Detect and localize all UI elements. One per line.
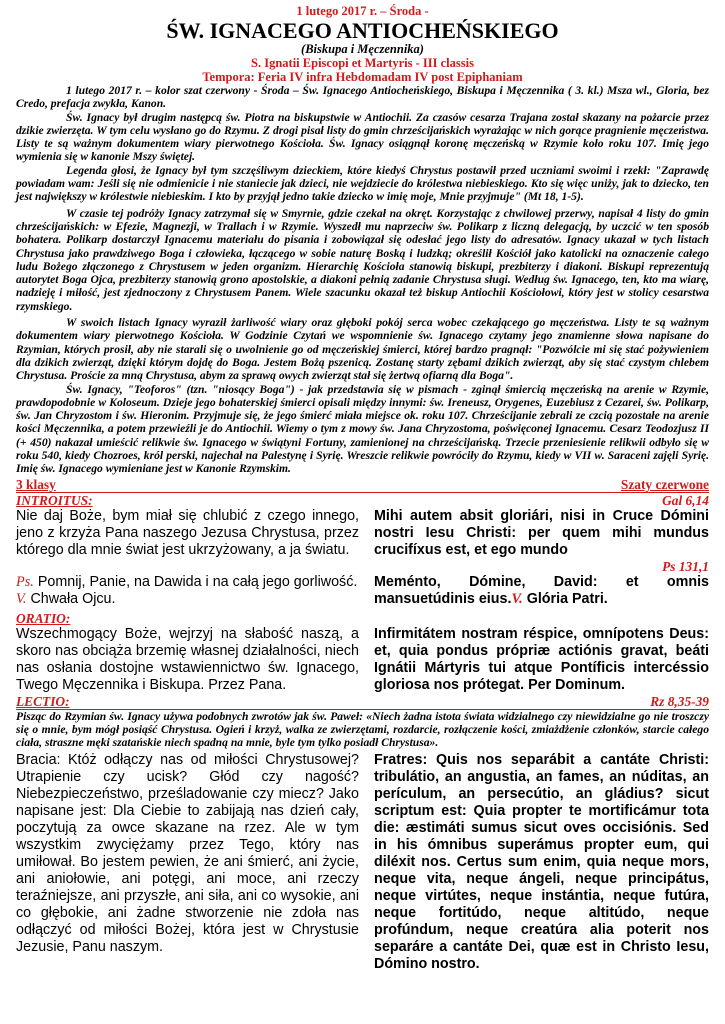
intro-paragraph: Legenda głosi, że Ignacy był tym szczęśliwym dzieckiem, które kiedyś Chrystus postawił przed uczniami swoimi i rzekł: "Zaprawdę powiadam wam: Jeśli się nie odmienicie i nie staniecie jak dzieci, nie wejdziecie do królestwa niebieskiego. Kto się więc uniży, jak to dziecko, ten jest największy w królestwie niebieskim. I kto by przyjął jedno takie dziecko w imię moje, Mnie przyjmuje" (Mt 18, 1-5). <box>16 163 709 204</box>
lectio-header <box>16 694 709 710</box>
oratio-label: ORATIO: <box>16 610 71 626</box>
date-heading: 1 lutego 2017 r. – Środa - <box>296 4 429 18</box>
psalm-ref: Ps 131,1 <box>662 558 709 574</box>
page-subtitle: (Biskupa i Męczennika) <box>301 42 424 56</box>
oratio-row <box>16 626 709 694</box>
introitus-row <box>16 508 709 559</box>
class-bar <box>16 477 709 493</box>
intro-paragraph: W czasie tej podróży Ignacy zatrzymał się w Smyrnie, gdzie czekał na okręt. Korzystając z chwilowej przerwy, napisał 4 listy do gmin chrześcijańskich: w Efezie, Magnezji, w Trallach i w Rzymie. Wyszedł mu naprzeciw św. Polikarp z liczną delegacją, by uczcić w ten sposób bohatera. Polikarp dostarczył Ignacemu materiału do pisania i zobowiązał się odesłać jego listy do adresatów. Ignacy ukazał w tych listach Chrystusa jako prawdziwego Boga i człowieka, łączącego w sobie naturę Boską i ludzką; określił Kościół jako katolicki na oznaczenie całego ludu Bożego złączonego z Chrystusem w jeden organizm. Hierarchię Kościoła stanowią biskupi, prezbiterzy i diakoni. Biskupi reprezentują autorytet Boga Ojca, prezbiterzy stanowią grono apostolskie, a diakoni pełnią zadanie Chrystusa sługi. Według św. Ignacego, ten, kto ma wiarę, nadzieję i miłość, jest zjednoczony z Chrystusem Panem. Wiele szacunku okazał też biskup Antiochii Kościołowi, który jest w stolicy cesarstwa rzymskiego. <box>16 206 709 313</box>
lectio-latin: Fratres: Quis nos separábit a cantáte Christi: tribulátio, an angustia, an fames, an núditas, an perículum, an persecútio, an gládius? sicut scriptum est: Quia propter te mortificámur tota die: æstimáti sumus sicut oves occisiónis. Sed in his ómnibus superámus propter eum, qui diléxit nos. Certus sum enim, quia neque mors, neque vita, neque ángeli, neque principátus, neque virtútes, neque instántia, neque futúra, neque fortitúdo, neque altitúdo, neque profúndum, neque creatúra alia poterit nos separáre a cantáte Dei, quæ est in Christo Iesu, Dómino nostro. <box>374 751 709 972</box>
intro-paragraph: 1 lutego 2017 r. – kolor szat czerwony - Środa – Św. Ignacego Antiocheńskiego, Biskupa i Męczennika ( 3. kl.) Msza wl., Gloria, bez Credo, prefacja zwykła, Kanon. <box>16 84 709 111</box>
psalm-mark: Ps. <box>16 573 34 590</box>
gloria-polish: Chwała Ojcu. <box>30 590 116 607</box>
oratio-latin: Infirmitátem nostram réspice, omnípotens Deus: et, quia pondus própriæ actiónis gravat, beáti Ignátii Mártyris tui atque Pontíficis intercéssio gloriosa nos prótegat. Per Dominum. <box>374 625 709 693</box>
introitus-label: INTROITUS: <box>16 492 93 508</box>
psalm-latin <box>374 574 709 608</box>
oratio-header <box>16 611 709 626</box>
intro-text <box>16 84 709 476</box>
versicle-mark-latin: V. <box>511 590 523 607</box>
introitus-ref: Gal 6,14 <box>662 492 709 508</box>
psalm-latin-text: Meménto, Dómine, David: et omnis mansuetúdinis eius. <box>374 573 709 607</box>
lectio-polish: Bracia: Któż odłączy nas od miłości Chrystusowej? Utrapienie czy ucisk? Głód czy nagość? Niebezpieczeństwo, prześladowanie czy miecz? Jako napisane jest: Dla Ciebie to zabijają nas dzień cały, poczytują za owce skazane na rzez. Ale w tym wszystkim zwyciężamy przez Tego, który nas umiłował. Bo jestem pewien, że ani śmierć, ani życie, ani aniołowie, ani potęgi, ani moce, ani rzeczy teraźniejsze, ani przyszłe, ani siła, ani co wysokie, ani co głębokie, ani żadne stworzenie nie zdoła nas odłączyć od miłości Bożej, która jest w Chrystusie Jezusie, Panu naszym. <box>16 751 359 955</box>
versicle-mark: V. <box>16 590 27 607</box>
gloria-latin: Glória Patri. <box>526 590 608 607</box>
psalm-polish-text: Pomnij, Panie, na Dawida i na całą jego gorliwość. <box>37 573 358 590</box>
intro-paragraph: W swoich listach Ignacy wyraził żarliwość wiary oraz głęboki pokój serca wobec czekającego go męczeństwa. Listy te są ważnym dokumentem wiary pierwotnego Kościoła. W Godzinie Czytań we wspomnienie św. Ignacego czytamy jego znamienne słowa napisane do Rzymian, których prosił, aby nie starali się o uwolnienie go od męczeńskiej śmierci, której bardzo pragnął: "Pozwólcie mi się stać pożywieniem dla dzikich zwierząt, dzięki którym dojdę do Boga. Jestem Bożą pszenicą. Zostanę starty zębami dzikich zwierząt, aby się stać czystym chlebem Chrystusa. Proście za mną Chrystusa, abym za sprawą owych zwierząt stał się żertwą ofiarną dla Boga". <box>16 316 709 383</box>
lectio-row <box>16 752 709 973</box>
oratio-polish: Wszechmogący Boże, wejrzyj na słabość naszą, a skoro nas obciąża brzemię własnej działalności, niech nas osłania dostojne wstawiennictwo św. Ignacego, Twego Męczennika i Biskupa. Przez Pana. <box>16 625 359 693</box>
psalm-row <box>16 574 709 608</box>
psalm-polish <box>16 574 359 608</box>
introitus-polish: Nie daj Boże, bym miał się chlubić z czego innego, jeno z krzyża Pana naszego Jezusa Chrystusa, przez którego dla mnie świat jest ukrzyżowany, a ja światu. <box>16 507 359 558</box>
page-title: ŚW. IGNACEGO ANTIOCHEŃSKIEGO <box>166 18 559 43</box>
tempora-line: Tempora: Feria IV infra Hebdomadam IV post Epiphaniam <box>202 70 523 84</box>
intro-paragraph: Św. Ignacy był drugim następcą św. Piotra na biskupstwie w Antiochii. Za czasów cesarza Trajana został skazany na pożarcie przez dzikie zwierzęta. W tym celu wysłano go do Rzymu. Z drogi pisał listy do gmin chrześcijańskich wyrażając w nich gorące pragnienie męczeństwa. Listy te są ważnym dokumentem wiary pierwotnego Kościoła. Św. Ignacy osiągnął koronę męczeńską w Rzymie koło roku 107. Imię jego wymienia się w kanonie Mszy świętej. <box>16 110 709 164</box>
missal-page <box>16 4 709 973</box>
introitus-header <box>16 493 709 508</box>
lectio-ref: Rz 8,35-39 <box>650 693 709 709</box>
feast-class: 3 klasy <box>16 476 56 492</box>
introitus-latin: Mihi autem absit gloriári, nisi in Cruce Dómini nostri Iesu Christi: per quem mihi mundus crucifíxus est, et ego mundo <box>374 507 709 558</box>
latin-feast-name: S. Ignatii Episcopi et Martyris - III classis <box>251 56 474 70</box>
lectio-rubric: Pisząc do Rzymian św. Ignacy używa podobnych zwrotów jak św. Paweł: «Niech żadna istota świata widzialnego czy niewidzialne go nie troszczy się o mnie, bym mógł posiąść Chrystusa. Ogień i krzyż, walka ze zwierzętami, rozdarcie, rozłączenie kości, zmiażdżenie członków, starcie całego ciała, straszne męki szatańskie niech spadną na mnie, byle tym tylko posiadł Chrystusa». <box>16 709 709 750</box>
lectio-label: LECTIO: <box>16 693 70 709</box>
intro-paragraph: Św. Ignacy, "Teoforos" (tzn. "niosący Boga") - jak przedstawia się w pismach - zginął śmiercią męczeńską na arenie w Rzymie, prawdopodobnie w Koloseum. Dzieje jego bohaterskiej śmierci opisali między innymi: św. Ireneusz, Orygenes, Euzebiusz z Cezarei, św. Polikarp, św. Jan Chryzostom i św. Hieronim. Przyjmuje się, że jego śmierć miała miejsce ok. roku 107. Chrześcijanie zebrali ze czcią pozostałe na arenie kości Męczennika, a potem przewieźli je do Antiochii. Wiemy o tym z mowy św. Jana Chryzostoma, poświęconej Ignacemu. Cesarz Teodozjusz II (+ 450) nakazał umieścić relikwie św. Ignacego w świątyni Fortuny, zamienionej na chrześcijańską. Trzecie przeniesienie relikwii odbyło się w roku 540, kiedy Chozroes, król perski, najechał na Palestynę i Syrię. Wreszcie relikwie powróciły do Rzymu, kiedy w VII w. Saraceni zajęli Syrię. Imię św. Ignacego wymieniane jest w Kanonie Rzymskim. <box>16 382 709 476</box>
vestment-color: Szaty czerwone <box>620 476 709 492</box>
